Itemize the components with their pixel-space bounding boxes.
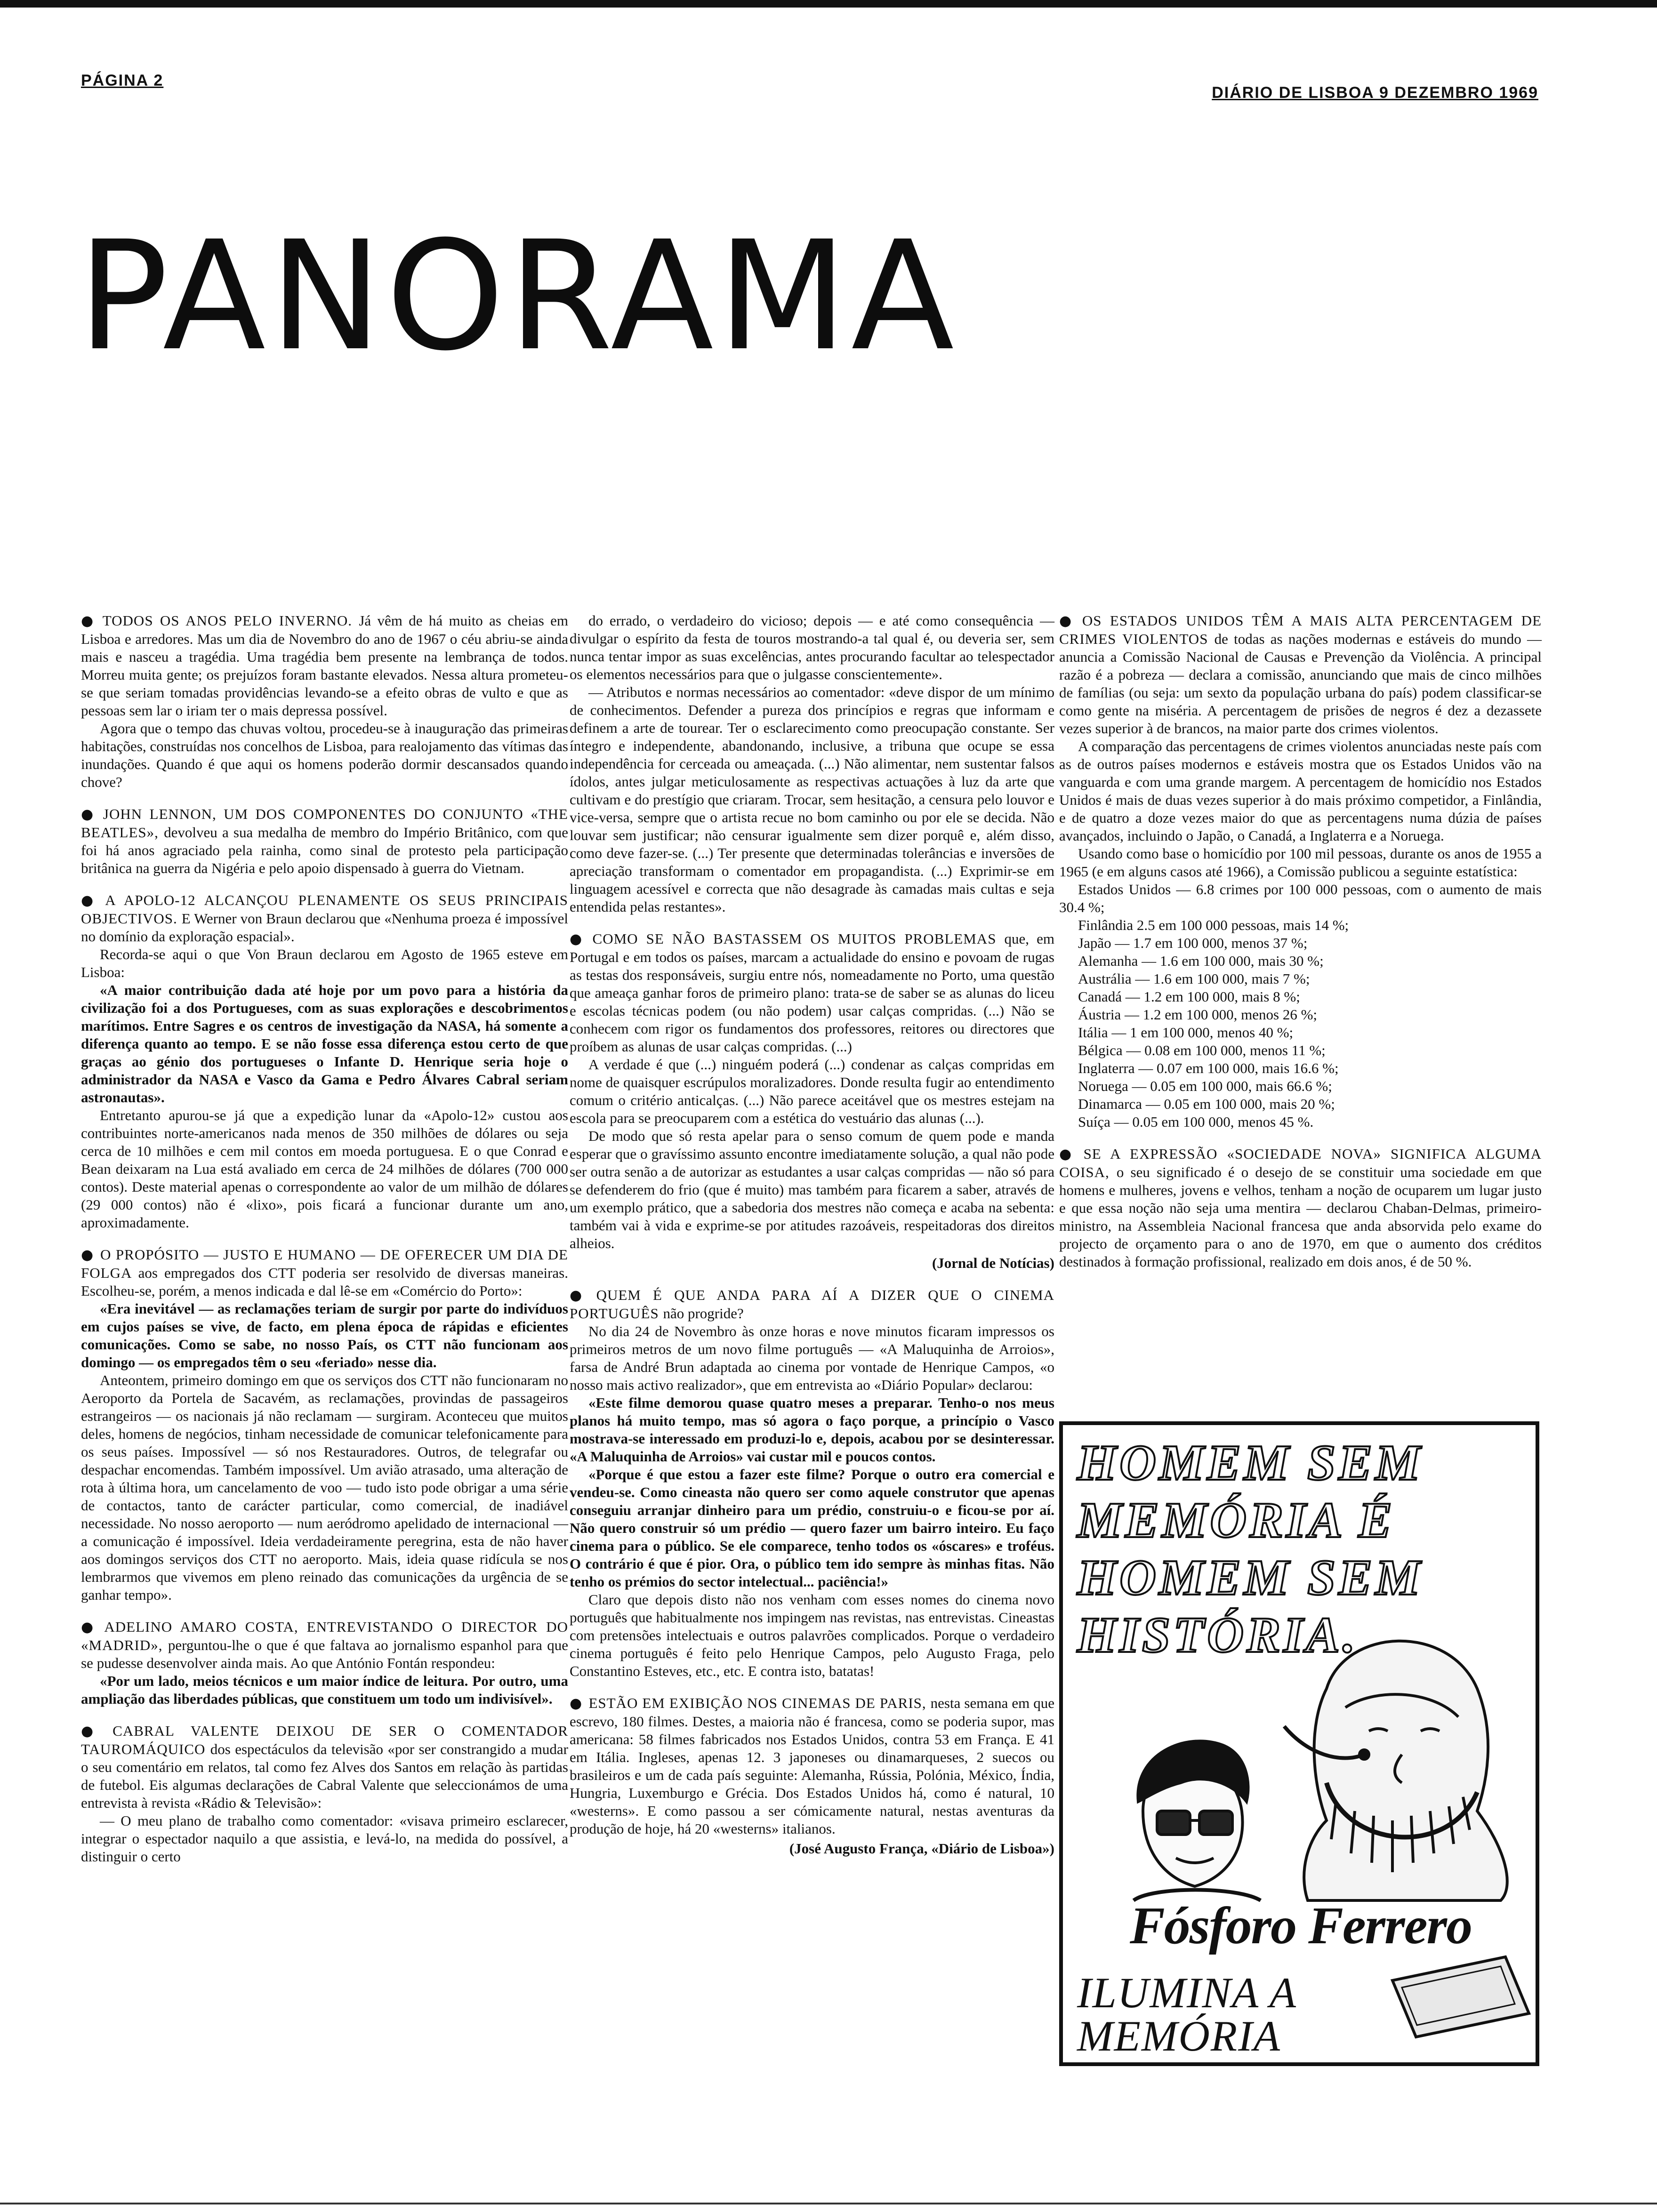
- ad-brand-logo: Fósforo Ferrero: [1129, 1897, 1472, 1955]
- news-paragraph: [570, 1694, 1054, 1838]
- news-paragraph: «A maior contribuição dada até hoje por um povo para a história da civilização foi a dos Portugueses, com as suas explorações e descobrimentos marítimos. Entre Sagres e os centros de investigação da NASA, há somente a diferença quanto ao tempo. E se não fosse essa diferença estou certo de que graças ao génio dos portugueses o Infante D. Henrique seria hoje o administrador da NASA e Vasco da Gama e Pedro Álvares Cabral seriam astronautas».: [81, 982, 568, 1106]
- statistics-row: Inglaterra — 0.07 em 100 000, mais 16.6 %;: [1078, 1060, 1339, 1076]
- statistics-row: Finlândia 2.5 em 100 000 pessoas, mais 14 %;: [1078, 917, 1349, 933]
- news-headline: ESTÃO EM EXIBIÇÃO NOS CINEMAS DE PARIS,: [588, 1695, 931, 1711]
- statistics-row: Itália — 1 em 100 000, menos 40 %;: [1078, 1024, 1294, 1041]
- news-item: [81, 1246, 568, 1604]
- bullet-icon: ●: [81, 1619, 98, 1635]
- column-middle: [570, 612, 1054, 1872]
- news-paragraph: A comparação das percentagens de crimes violentos anunciadas neste país com as de outros países modernos e estáveis mostra que os Estados Unidos vão na vanguarda e com uma grande margem. A percentagem de homicídio nos Estados Unidos é mais de duas vezes superior à do mais próximo competidor, a Finlândia, e de quatro a doze vezes maior do que as percentagens numa dúzia de países avançados, incluindo o Japão, o Canadá, a Inglaterra e a Noruega.: [1059, 738, 1542, 844]
- bearded-man-drawing: [1284, 1641, 1507, 1900]
- news-item: [570, 1286, 1054, 1680]
- news-text: o seu significado é o desejo de se constituir uma sociedade em que homens e mulheres, jovens e velhos, tenham a noção de ocuparem um lugar justo e que essa noção não seja uma mentira — declarou Chaban-Delmas, primeiro-ministro, na Assembleia Nacional francesa que anda absorvida pelo exame do projecto de orçamento para o ano de 1970, em que o aumento dos créditos destinados à formação profissional, realizado em dois anos, é de 50 %.: [1059, 1164, 1542, 1270]
- top-rule: [0, 0, 1657, 8]
- bullet-icon: ●: [570, 931, 586, 947]
- news-text: devolveu a sua medalha de membro do Império Britânico, com que foi há anos agraciado pela rainha, como sinal de protesto pela participação britânica na guerra da Nigéria e pelo apoio dispensado à guerra do Vietnam.: [81, 824, 568, 876]
- bullet-icon: ●: [81, 806, 97, 823]
- news-text: perguntou-lhe o que é que faltava ao jornalismo espanhol para que se pudesse desenvolver ainda mais. Ao que António Fontán respondeu:: [81, 1637, 568, 1671]
- news-paragraph: [81, 1618, 568, 1672]
- news-paragraph: Anteontem, primeiro domingo em que os serviços dos CTT não funcionaram no Aeroporto da Portela de Sacavém, as reclamações, provindas de passageiros estrangeiros — os nacionais já não reclamam — surgiram. Aconteceu que muitos deles, homens de negócios, tinham necessidade de comunicar telefonicamente para os seus países. Impossível — só nos Restauradores. Outros, de telegrafar ou despachar encomendas. Também impossível. Um avião atrasado, uma alteração de rota à última hora, um cancelamento de voo — tudo isto pode obrigar a uma série de contactos, tanto de carácter particular, como comercial, de inadiável necessidade. No nosso aeroporto — num aeródromo apelidado de internacional — a comunicação é impossível. Ideia verdadeiramente peregrina, esta de não haver aos domingos serviços dos CTT no aeroporto. Mais, ideia quase ridícula se nos lembrarmos que vivemos em pleno reinado das comunicações da urgência de se ganhar tempo».: [81, 1372, 568, 1603]
- news-text: não progride?: [663, 1305, 744, 1322]
- bullet-icon: ●: [81, 892, 99, 909]
- statistics-row: Noruega — 0.05 em 100 000, mais 66.6 %;: [1078, 1078, 1332, 1094]
- news-paragraph: [81, 1722, 568, 1812]
- news-headline: A APOLO-12 ALCANÇOU PLENAMENTE OS SEUS PRINCIPAIS OBJECTIVOS.: [81, 892, 568, 927]
- column-right: [1059, 612, 1542, 1285]
- statistics-row: Áustria — 1.2 em 100 000, menos 26 %;: [1078, 1006, 1318, 1023]
- ad-slogan: HOMEM SEM MEMÓRIA É HOMEM SEM HISTÓRIA.: [1077, 1435, 1424, 1663]
- news-item: [81, 1722, 568, 1866]
- news-paragraph: Claro que depois disto não nos venham com esses nomes do cinema novo português que habitualmente nos impingem nas revistas, nas entrevistas. Cineastas com pretensões intelectuais e outros palavrões complicados. Porque o verdadeiro cinema português é feito pelo Henrique Campos, pelo Augusto Fraga, pelo Constantino Esteves, etc., etc. E contra isto, batatas!: [570, 1591, 1054, 1679]
- news-text: nesta semana em que escrevo, 180 filmes. Destes, a maioria não é francesa, como se poderia supor, mas americana: 58 filmes fabricados nos Estados Unidos, contra 53 em França. E 41 em Itália. Ingleses, apenas 12. 3 japoneses ou dinamarqueses, 2 suecos ou brasileiros e um de cada país seguinte: Alemanha, Rússia, Polónia, México, Índia, Hungria, Luxemburgo e Grécia. Dos Estados Unidos há, como é natural, 10 «westerns». E como passou a ser cómicamente natural, nestas aventuras da produção de hoje, há 20 «westerns» italianos.: [570, 1695, 1054, 1837]
- statistics-row: Dinamarca — 0.05 em 100 000, mais 20 %;: [1078, 1096, 1335, 1112]
- news-paragraph: «Por um lado, meios técnicos e um maior índice de leitura. Por outro, uma ampliação das liberdades públicas, que constituem um todo um indivisível».: [81, 1673, 568, 1707]
- news-paragraph: [570, 1286, 1054, 1322]
- news-headline: TODOS OS ANOS PELO INVERNO.: [102, 612, 359, 629]
- bullet-icon: ●: [1059, 1146, 1077, 1162]
- bullet-icon: ●: [570, 1287, 590, 1304]
- bullet-icon: ●: [570, 1695, 582, 1712]
- statistics-row: Bélgica — 0.08 em 100 000, menos 11 %;: [1078, 1042, 1326, 1058]
- statistics-row: Canadá — 1.2 em 100 000, mais 8 %;: [1078, 988, 1300, 1005]
- news-item: [570, 1694, 1054, 1858]
- news-paragraph: Recorda-se aqui o que Von Braun declarou em Agosto de 1965 esteve em Lisboa:: [81, 946, 568, 980]
- news-paragraph: Entretanto apurou-se já que a expedição lunar da «Apolo-12» custou aos contribuintes norte-americanos nada menos de 350 milhões de dólares ou seja cerca de 10 milhões e cem mil contos em moeda portuguesa. E o que Conrad e Bean deixaram na Lua está avaliado em cerca de 24 milhões de dólares (700 000 contos). Deste material apenas o correspondente ao valor de um milhão de dólares (29 000 contos) não é «lixo», pois ficará a funcionar durante um ano, aproximadamente.: [81, 1107, 568, 1231]
- bullet-icon: ●: [81, 613, 96, 629]
- news-paragraph: «Porque é que estou a fazer este filme? Porque o outro era comercial e vendeu-se. Como cineasta não quero ser como aquele construtor que apenas conseguiu arranjar dinheiro para um prédio, construiu-o e ficou-se por aí. Não quero construir só um prédio — quero fazer um bairro inteiro. Eu faço cinema para o público. Se ele comparece, tenho todos os «óscares» e troféus. O contrário é que é pior. Ora, o público tem ido sempre às minhas fitas. Não tenho os prémios do sector intelectual... paciência!»: [570, 1466, 1054, 1590]
- news-text: Já vêm de há muito as cheias em Lisboa e arredores. Mas um dia de Novembro do ano de 1967 o céu abriu-se ainda mais e nasceu a tragédia. Uma tragédia bem presente na lembrança de todos. Morreu muita gente; os prejuízos foram bastante elevados. Nessa altura prometeu-se que seriam tomadas providências levando-se a efeito obras de vulto e que as pessoas sem lar o iriam ter o mais depressa possível.: [81, 612, 568, 719]
- news-headline: OS ESTADOS UNIDOS TÊM A MAIS ALTA PERCENTAGEM DE CRIMES VIOLENTOS: [1059, 612, 1542, 647]
- news-text: aos empregados dos CTT poderia ser resolvido de diversas maneiras. Escolheu-se, porém, a menos indicada e dal lê-se em «Comércio do Porto»:: [81, 1265, 568, 1299]
- statistics-row: Alemanha — 1.6 em 100 000, mais 30 %;: [1078, 953, 1324, 969]
- news-headline: ADELINO AMARO COSTA, ENTREVISTANDO O DIRECTOR DO «MADRID»,: [81, 1619, 568, 1653]
- news-item: [1059, 1145, 1542, 1271]
- news-item: [570, 930, 1054, 1272]
- news-text: de todas as nações modernas e estáveis do mundo — anuncia a Comissão Nacional de Causas e Prevenção da Violência. A principal razão é a pobreza — declara a comissão, anunciando que mais de cinco milhões de famílias (ou seja: um sexto da população urbana do país) podem classificar-se como gente na miséria. A percentagem de prisões de negros é dez a dezassete vezes superior à de brancos, na maior parte dos crimes violentos.: [1059, 631, 1542, 737]
- column-left: [81, 612, 568, 1880]
- matchbox-icon: [1392, 1957, 1529, 2037]
- news-paragraph: «Este filme demorou quase quatro meses a preparar. Tenho-o nos meus planos há muito tempo, mas só agora o faço porque, a princípio o Vasco mostrava-se interessado em produzi-lo e, depois, acabou por se desinteressar. «A Maluquinha de Arroios» vai custar mil e poucos contos.: [570, 1395, 1054, 1465]
- news-source: (José Augusto França, «Diário de Lisboa»): [789, 1840, 1054, 1857]
- news-paragraph: Usando como base o homicídio por 100 mil pessoas, durante os anos de 1955 a 1965 (e em alguns casos até 1966), a Comissão publicou a seguinte estatística:: [1059, 845, 1542, 880]
- bullet-icon: ●: [1059, 613, 1076, 629]
- advertisement-fosforo-ferrero: [1059, 1421, 1539, 2066]
- news-item: [81, 891, 568, 1232]
- news-headline: O PROPÓSITO — JUSTO E HUMANO — DE OFERECER UM DIA DE FOLGA: [81, 1246, 568, 1281]
- bottom-rule: [0, 2203, 1657, 2204]
- news-headline: QUEM É QUE ANDA PARA AÍ A DIZER QUE O CINEMA PORTUGUÊS: [570, 1287, 1054, 1322]
- news-paragraph: [1059, 1145, 1542, 1271]
- news-paragraph: [81, 805, 568, 877]
- news-item: [81, 612, 568, 791]
- bullet-icon: ●: [81, 1247, 94, 1263]
- paper-date-line: DIÁRIO DE LISBOA 9 DEZEMBRO 1969: [1212, 84, 1538, 102]
- news-paragraph: [570, 930, 1054, 1056]
- news-item: [81, 1618, 568, 1708]
- news-paragraph: [1059, 612, 1542, 737]
- news-paragraph: A verdade é que (...) ninguém poderá (...) condenar as calças compridas em nome de quaisquer escrúpulos moralizadores. Donde resulta fugir ao entendimento comum o critério anticalças. (...) Não parece aceitável que os mestres estejam na escola para se preocuparem com a estética do vestuário das alunas (...).: [570, 1056, 1054, 1126]
- news-headline: JOHN LENNON, UM DOS COMPONENTES DO CONJUNTO «THE BEATLES»,: [81, 806, 568, 841]
- news-item: [81, 805, 568, 877]
- section-masthead: PANORAMA: [78, 209, 958, 384]
- man-with-glasses-drawing: [1134, 1741, 1261, 1900]
- news-item: [1059, 612, 1542, 1131]
- ad-tagline: ILUMINA A MEMÓRIA: [1077, 1969, 1296, 2060]
- news-headline: COMO SE NÃO BASTASSEM OS MUITOS PROBLEMAS: [592, 930, 1005, 947]
- news-paragraph: [81, 612, 568, 720]
- statistics-row: Suíça — 0.05 em 100 000, menos 45 %.: [1078, 1114, 1314, 1130]
- news-headline: SE A EXPRESSÃO «SOCIEDADE NOVA» SIGNIFICA ALGUMA COISA,: [1059, 1146, 1542, 1180]
- news-text: que, em Portugal e em todos os países, marcam a actualidade do ensino e povoam de rugas as testas dos responsáveis, surgiu entre nós, nomeadamente no Porto, uma questão que ameaça ganhar foros de primeiro plano: trata-se de saber se as alunas do liceu e escolas técnicas podem (ou não podem) usar calças compridas. (...) Não se conhecem com rigor os fundamentos dos professores, reitores ou directores que proíbem as alunas de usar calças compridas. (...): [570, 930, 1054, 1055]
- statistics-row: Japão — 1.7 em 100 000, menos 37 %;: [1078, 935, 1308, 951]
- news-paragraph: No dia 24 de Novembro às onze horas e nove minutos ficaram impressos os primeiros metros de um novo filme português — «A Maluquinha de Arroios», farsa de André Brun adaptada ao cinema por vontade de Henrique Campos, «o nosso mais activo realizador», que em entrevista ao «Diário Popular» declarou:: [570, 1323, 1054, 1393]
- news-paragraph: [81, 1246, 568, 1300]
- statistics-row: Austrália — 1.6 em 100 000, mais 7 %;: [1078, 970, 1310, 987]
- statistics-list: [1078, 916, 1542, 1131]
- news-item: [570, 612, 1054, 916]
- news-text: E Werner von Braun declarou que «Nenhuma proeza é impossível no domínio da exploração espacial».: [81, 910, 568, 945]
- news-source: (Jornal de Notícias): [932, 1255, 1054, 1271]
- news-paragraph: [81, 891, 568, 946]
- news-paragraph: «Era inevitável — as reclamações teriam de surgir por parte do indivíduos em cujos países se vive, de facto, em plena época de rápidas e eficientes comunicações. Como se sabe, no nosso País, os CTT não funcionam aos domingo — os empregados têm o seu «feriado» nesse dia.: [81, 1300, 568, 1370]
- page-number: PÁGINA 2: [81, 72, 164, 89]
- news-paragraph: Estados Unidos — 6.8 crimes por 100 000 pessoas, com o aumento de mais 30.4 %;: [1059, 881, 1542, 915]
- bullet-icon: ●: [81, 1723, 106, 1739]
- news-headline: CABRAL VALENTE DEIXOU DE SER O COMENTADOR TAUROMÁQUICO: [81, 1723, 568, 1757]
- news-text: dos espectáculos da televisão «por ser constrangido a mudar o seu comentário em relatos, tal como fez Alves dos Santos em relação às partidas de futebol. Eis algumas declarações de Cabral Valente que seleccionámos de uma entrevista à revista «Rádio & Televisão»:: [81, 1741, 568, 1811]
- news-paragraph: De modo que só resta apelar para o senso comum de quem pode e manda esperar que o gravíssimo assunto encontre imediatamente solução, a qual não pode ser outra senão a de autorizar as estudantes a usar calças compridas — não só para se defenderem do frio (que é muito) mas também para ficarem a saber, através de um exemplo prático, que a sabedoria dos mestres não começa e acaba na sebenta: também vai à vida e exprime-se por atitudes razoáveis, respeitadoras dos direitos alheios.: [570, 1128, 1054, 1251]
- news-paragraph: — O meu plano de trabalho como comentador: «visava primeiro esclarecer, integrar o espectador naquilo a que assistia, e levá-lo, na medida do possível, a distinguir o certo: [81, 1812, 568, 1865]
- news-paragraph: — Atributos e normas necessários ao comentador: «deve dispor de um mínimo de conhecimentos. Defender a pureza dos princípios e regras que informam e definem a arte de tourear. Ter o esclarecimento como preocupação constante. Ser íntegro e independente, abandonando, inclusive, a tribuna que ocupe se essa independência for cerceada ou ameaçada. (...) Não alimentar, nem sustentar falsos ídolos, antes julgar meticulosamente as respectivas actuações à luz da arte que cultivam e do prestígio que criaram. Trocar, sem hesitação, a censura pelo louvor e vice-versa, sempre que o artista recue no bom caminho ou por ele se decida. Não louvar sem justificar; não censurar igualmente sem dizer porquê e, além disso, como deve fazer-se. (...) Ter presente que determinadas tolerâncias e inversões de apreciação transformam o comentador em propagandista. (...) Exprimir-se em linguagem acessível e correcta que não desagrade às camadas mais cultas e seja entendida pelas restantes».: [570, 684, 1054, 915]
- news-paragraph: Agora que o tempo das chuvas voltou, procedeu-se à inauguração das primeiras habitações, construídas nos concelhos de Lisboa, para realojamento das vítimas das inundações. Quando é que aqui os homens poderão dormir descansados quando chove?: [81, 720, 568, 790]
- news-paragraph: do errado, o verdadeiro do vicioso; depois — e até como consequência — divulgar o espírito da festa de touros mostrando-a tal qual é, ou deveria ser, sem nunca tentar impor as suas excelências, antes procurando facultar ao telespectador os elementos necessários para que o julgasse conscientemente».: [570, 612, 1054, 682]
